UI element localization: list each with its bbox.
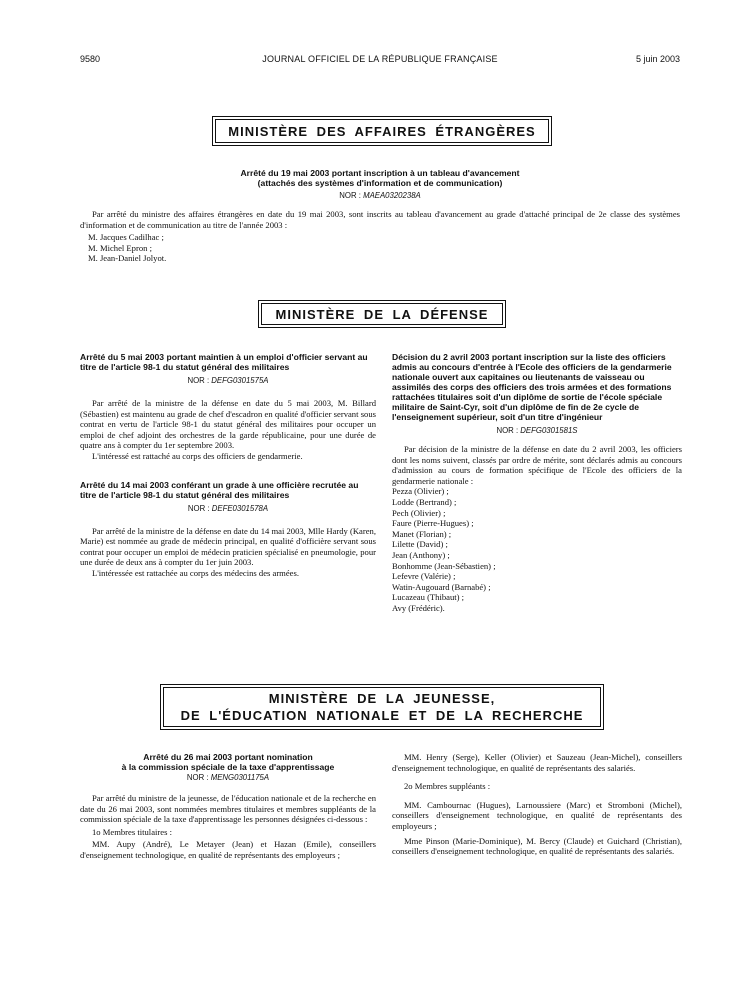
ministry-education-box xyxy=(160,684,604,730)
list-item: Watin-Augouard (Barnabé) ; xyxy=(392,581,491,592)
education-left-column xyxy=(80,752,376,861)
list-item: Pech (Olivier) ; xyxy=(392,507,446,518)
decree-text: Par décision de la ministre de la défense en date du 2 avril 2003, les officiers dont les noms suivent, classés par ordre de mérite, sont déclarés admis au concours d'admission au cours de formation spécifique de l'Ecole des officiers de la gendarmerie nationale : xyxy=(392,444,682,486)
defense-right-column xyxy=(392,352,682,614)
list-item: M. Jean-Daniel Jolyot. xyxy=(88,253,167,264)
defense-left-column xyxy=(80,352,376,579)
decree-title: Décision du 2 avril 2003 portant inscription sur la liste des officiers admis au concours d'entrée à l'Ecole des officiers de la gendarmerie nationale ouvert aux capitaines ou lieutenants de vaisseau ou assimilés des corps des officiers des trois armées et des formations rattachées titulaires soit d'un diplôme de sortie de l'école spéciale militaire de Saint-Cyr, soit d'un diplôme de fin de 2e cycle de l'enseignement supérieur, soit d'un titre d'ingénieur xyxy=(392,352,672,422)
names-list xyxy=(80,232,680,264)
list-item: M. Michel Epron ; xyxy=(88,242,152,253)
list-item: Lucazeau (Thibaut) ; xyxy=(392,592,465,603)
page-header xyxy=(80,54,680,68)
names-list xyxy=(392,486,682,613)
decree-text: L'intéressé est rattaché au corps des officiers de gendarmerie. xyxy=(92,450,303,461)
decree-title: Arrêté du 14 mai 2003 conférant un grade à une officière recrutée au titre de l'article 98-1 du statut général des militaires xyxy=(80,479,359,500)
decree-title: Arrêté du 26 mai 2003 portant nomination à la commission spéciale de la taxe d'apprentissage xyxy=(121,752,335,772)
list-item: Pezza (Olivier) ; xyxy=(392,486,449,497)
journal-title: JOURNAL OFFICIEL DE LA RÉPUBLIQUE FRANÇAISE xyxy=(262,54,498,64)
decree-text: L'intéressée est rattachée au corps des médecins des armées. xyxy=(92,567,299,578)
section-heading: 1o Membres titulaires : xyxy=(92,826,172,837)
list-item: Jean (Anthony) ; xyxy=(392,549,450,560)
list-item: Lodde (Bertrand) ; xyxy=(392,496,457,507)
decree-text: Mme Pinson (Marie-Dominique), M. Bercy (Claude) et Guichard (Christian), conseillers d'enseignement technologique, en qualité de représentants des salariés. xyxy=(392,835,682,857)
decree-title: Arrêté du 5 mai 2003 portant maintien à un emploi d'officier servant au titre de l'article 98-1 du statut général des militaires xyxy=(80,352,368,372)
nor-reference: NOR : MAEA0320238A xyxy=(339,191,421,200)
education-right-column xyxy=(392,752,682,857)
issue-date: 5 juin 2003 xyxy=(635,54,680,64)
decree-text: MM. Cambournac (Hugues), Larnoussiere (Marc) et Stromboni (Michel), conseillers d'enseignement technologique, en qualité de représentants des employeurs ; xyxy=(392,799,682,831)
decree-text: MM. Henry (Serge), Keller (Olivier) et Sauzeau (Jean-Michel), conseillers d'enseignement technologique, en qualité de représentants des salariés. xyxy=(392,752,682,773)
section-heading: 2o Membres suppléants : xyxy=(404,781,491,792)
ministry-title: MINISTÈRE DE LA JEUNESSE, xyxy=(268,691,496,706)
page-number: 9580 xyxy=(80,54,101,64)
decree-title: Arrêté du 19 mai 2003 portant inscription à un tableau d'avancement (attachés des systèmes d'information et de communication) xyxy=(240,168,520,188)
decree-text: MM. Aupy (André), Le Metayer (Jean) et Hazan (Emile), conseillers d'enseignement technologique, en qualité de représentants des employeurs ; xyxy=(80,839,376,860)
list-item: Faure (Pierre-Hugues) ; xyxy=(392,518,474,529)
list-item: Manet (Florian) ; xyxy=(392,528,452,539)
ministry-title: MINISTÈRE DES AFFAIRES ÉTRANGÈRES xyxy=(228,123,536,139)
nor-reference: NOR : DEFG0301575A xyxy=(187,376,269,385)
list-item: Lefevre (Valérie) ; xyxy=(392,571,456,582)
decree-foreign-affairs xyxy=(80,168,680,264)
decree-text: Par arrêté de la ministre de la défense en date du 14 mai 2003, Mlle Hardy (Karen, Marie) est nommée au grade de médecin principal, en qualité d'officière servant sous contrat pour occuper un emploi de médecin praticien spécialisé en pneumologie, pour une durée de deux ans à compter du 1er juin 2003. xyxy=(80,525,376,568)
ministry-title: DE L'ÉDUCATION NATIONALE ET DE LA RECHERCHE xyxy=(180,708,584,723)
decree-text: Par arrêté du ministre des affaires étrangères en date du 19 mai 2003, sont inscrits au tableau d'avancement au grade d'attaché principal de 2e classe des systèmes d'information et de communication au titre de l'année 2003 : xyxy=(80,209,680,230)
ministry-foreign-affairs-box xyxy=(212,116,552,146)
list-item: Avy (Frédéric). xyxy=(392,602,445,613)
nor-reference: NOR : MENG0301175A xyxy=(186,773,270,782)
nor-reference: NOR : DEFG0301581S xyxy=(496,426,578,435)
ministry-defense-box xyxy=(258,300,506,328)
list-item: Lilette (David) ; xyxy=(392,539,448,550)
decree-text: Par arrêté du ministre de la jeunesse, de l'éducation nationale et de la recherche en date du 26 mai 2003, sont nommées membres titulaires et membres suppléants de la commission spéciale de la taxe d'apprentissage les personnes désignées ci-dessous : xyxy=(80,793,376,825)
list-item: Bonhomme (Jean-Sébastien) ; xyxy=(392,560,496,571)
list-item: M. Jacques Cadilhac ; xyxy=(88,232,164,243)
nor-reference: NOR : DEFE0301578A xyxy=(187,503,269,513)
decree-text: Par arrêté de la ministre de la défense en date du 5 mai 2003, M. Billard (Sébastien) est maintenu au grade de chef d'escadron en qualité d'officier servant sous contrat en vertu de l'article 98-1 du statut général des militaires pour occuper un emploi de chef adjoint des orchestres de la garde républicaine, pour une durée de quatre ans à compter du 1er septembre 2003. xyxy=(80,398,376,451)
ministry-title: MINISTÈRE DE LA DÉFENSE xyxy=(275,306,489,322)
